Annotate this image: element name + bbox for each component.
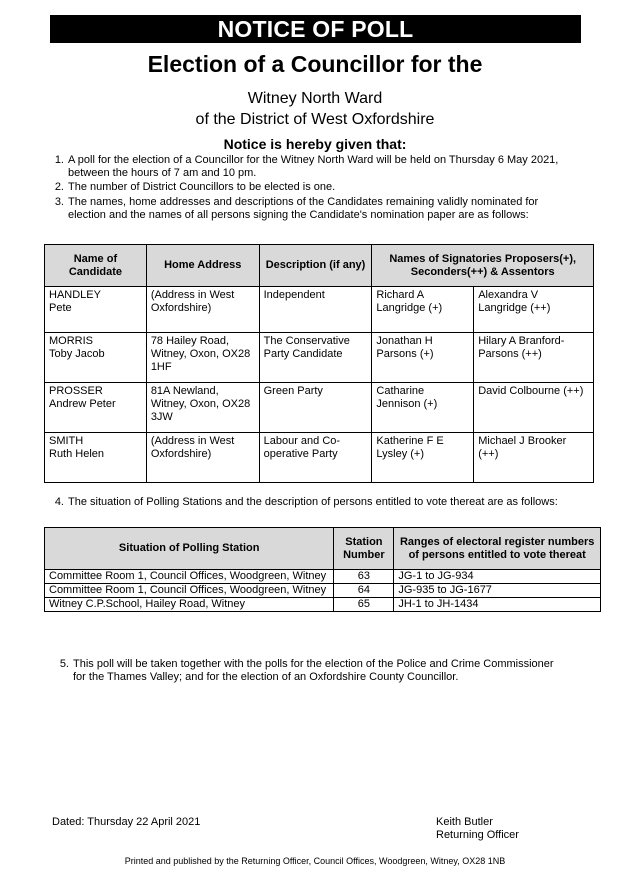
paragraph-text: A poll for the election of a Councillor for the Witney North Ward will be held on Thursday 6 May 2021, between the hours of 7 am and 10 pm. <box>68 154 559 179</box>
header-candidate-name: Name of Candidate <box>45 245 147 287</box>
table-row <box>45 333 594 383</box>
imprint: Printed and published by the Returning Officer, Council Offices, Woodgreen, Witney, OX28 1NB <box>124 856 506 866</box>
notice-heading: Notice is hereby given that: <box>223 136 407 152</box>
header-register-range: Ranges of electoral register numbers of persons entitled to vote thereat <box>394 528 601 570</box>
station-range: JG-1 to JG-934 <box>394 570 601 584</box>
paragraph-5 <box>59 658 563 684</box>
table-row <box>45 570 601 584</box>
paragraph-number: 1. <box>54 154 64 166</box>
officer-name: Keith Butler <box>436 816 493 828</box>
candidate-address: (Address in West Oxfordshire) <box>146 433 259 483</box>
seconder: David Colbourne (++) <box>474 383 594 433</box>
table-row <box>45 584 601 598</box>
seconder: Alexandra V Langridge (++) <box>474 287 594 333</box>
paragraph-number: 3. <box>54 196 64 208</box>
table-row <box>45 598 601 612</box>
header-station-number: Station Number <box>334 528 394 570</box>
dated-line: Dated: Thursday 22 April 2021 <box>52 816 201 828</box>
paragraph-number: 5. <box>59 658 69 670</box>
paragraph-3 <box>54 196 568 222</box>
candidate-name: HANDLEY Pete <box>45 287 147 333</box>
notice-banner: NOTICE OF POLL <box>50 15 581 43</box>
officer-title: Returning Officer <box>436 829 519 841</box>
header-situation: Situation of Polling Station <box>45 528 334 570</box>
header-description: Description (if any) <box>259 245 372 287</box>
candidate-description: Green Party <box>259 383 372 433</box>
candidate-name: PROSSER Andrew Peter <box>45 383 147 433</box>
paragraph-text: The situation of Polling Stations and the description of persons entitled to vote thereat are as follows: <box>68 496 558 508</box>
candidate-address: 81A Newland, Witney, Oxon, OX28 3JW <box>146 383 259 433</box>
station-range: JG-935 to JG-1677 <box>394 584 601 598</box>
paragraph-number: 2. <box>54 181 64 193</box>
station-situation: Witney C.P.School, Hailey Road, Witney <box>45 598 334 612</box>
seconder: Michael J Brooker (++) <box>474 433 594 483</box>
paragraph-number: 4. <box>54 496 64 508</box>
paragraph-4 <box>54 496 568 509</box>
table-row <box>45 383 594 433</box>
returning-officer <box>436 816 519 842</box>
candidate-name: MORRIS Toby Jacob <box>45 333 147 383</box>
district-name: of the District of West Oxfordshire <box>195 111 435 128</box>
table-row <box>45 433 594 483</box>
seconder: Hilary A Branford-Parsons (++) <box>474 333 594 383</box>
candidates-table <box>44 244 594 483</box>
station-number: 64 <box>334 584 394 598</box>
header-home-address: Home Address <box>146 245 259 287</box>
paragraph-text: This poll will be taken together with the polls for the election of the Police and Crime Commissioner for the Thames Valley; and for the election of an Oxfordshire County Councillor. <box>73 658 554 683</box>
polling-stations-table <box>44 527 601 612</box>
header-signatories: Names of Signatories Proposers(+), Seconders(++) & Assentors <box>372 245 594 287</box>
paragraph-text: The names, home addresses and descriptions of the Candidates remaining validly nominated for election and the names of all persons signing the Candidate's nomination paper are as follows: <box>68 196 539 221</box>
election-title: Election of a Councillor for the <box>147 51 483 77</box>
proposer: Catharine Jennison (+) <box>372 383 474 433</box>
candidate-address: 78 Hailey Road, Witney, Oxon, OX28 1HF <box>146 333 259 383</box>
paragraph-text: The number of District Councillors to be elected is one. <box>68 181 336 193</box>
proposer: Jonathan H Parsons (+) <box>372 333 474 383</box>
station-number: 63 <box>334 570 394 584</box>
candidate-name: SMITH Ruth Helen <box>45 433 147 483</box>
proposer: Katherine F E Lysley (+) <box>372 433 474 483</box>
paragraph-2 <box>54 181 568 194</box>
table-row <box>45 287 594 333</box>
station-situation: Committee Room 1, Council Offices, Woodgreen, Witney <box>45 570 334 584</box>
station-number: 65 <box>334 598 394 612</box>
paragraph-1 <box>54 154 568 180</box>
candidate-description: Independent <box>259 287 372 333</box>
proposer: Richard A Langridge (+) <box>372 287 474 333</box>
candidate-description: The Conservative Party Candidate <box>259 333 372 383</box>
candidate-description: Labour and Co-operative Party <box>259 433 372 483</box>
candidate-address: (Address in West Oxfordshire) <box>146 287 259 333</box>
station-situation: Committee Room 1, Council Offices, Woodgreen, Witney <box>45 584 334 598</box>
station-range: JH-1 to JH-1434 <box>394 598 601 612</box>
ward-name: Witney North Ward <box>247 90 383 107</box>
